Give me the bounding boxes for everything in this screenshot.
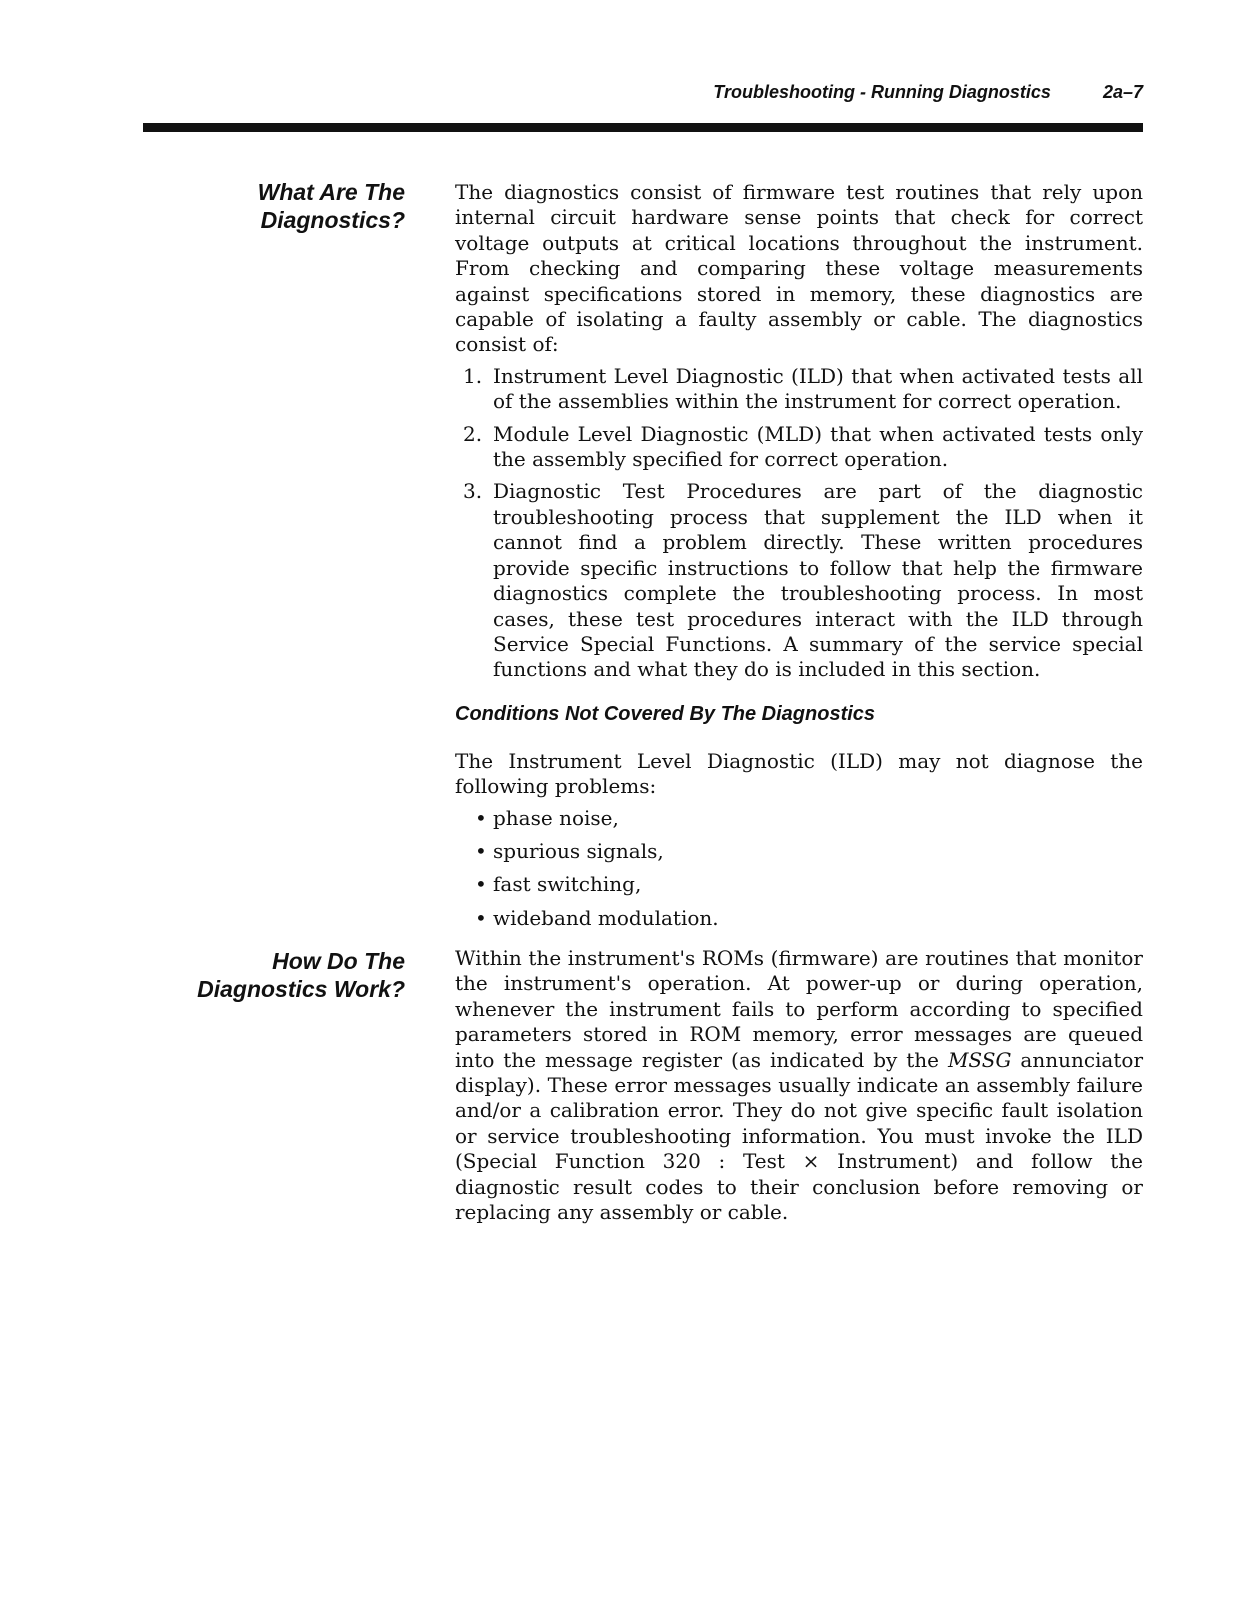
paragraph-text: Within the instrument's ROMs (firmware) are routines that monitor the instrument's operation. At power-up or during operation, whenever the instrument fails to perform according to specified parameters stored in ROM memory, error messages are queued into the message register (as indicated by the	[455, 946, 1143, 1072]
diagnostics-list	[455, 364, 1143, 683]
running-header	[0, 82, 1143, 103]
page-number: 2a–7	[1102, 82, 1143, 102]
header-rule	[143, 123, 1143, 132]
bullet-item: • spurious signals,	[455, 839, 1143, 864]
conditions-intro-paragraph: The Instrument Level Diagnostic (ILD) may not diagnose the following problems:	[455, 748, 1143, 799]
list-item	[455, 422, 1143, 473]
heading-line: Diagnostics?	[260, 207, 405, 233]
list-item-text: Diagnostic Test Procedures are part of the diagnostic troubleshooting process that supplement the ILD when it cannot find a problem directly. These written procedures provide specific instructions to follow that help the firmware diagnostics complete the troubleshooting process. In most cases, these test procedures interact with the ILD through Service Special Functions. A summary of the service special functions and what they do is included in this section.	[493, 479, 1143, 682]
paragraph-text: annunciator display). These error messages usually indicate an assembly failure and/or a calibration error. They do not give specific fault isolation or service troubleshooting information. You must invoke the ILD (Special Function 320 : Test × Instrument) and follow the diagnostic result codes to their conclusion before removing or replacing any assembly or cable.	[455, 1047, 1143, 1225]
bullet-item: • fast switching,	[455, 872, 1143, 897]
list-item-text: Module Level Diagnostic (MLD) that when activated tests only the assembly specified for correct operation.	[493, 421, 1143, 472]
list-item-text: Instrument Level Diagnostic (ILD) that when activated tests all of the assemblies within the instrument for correct operation.	[493, 363, 1143, 414]
list-item	[455, 364, 1143, 415]
list-item-number: 2.	[463, 421, 483, 446]
list-item-number: 3.	[463, 479, 483, 504]
heading-line: How Do The	[272, 948, 405, 974]
bullet-item: • wideband modulation.	[455, 906, 1143, 931]
heading-line: Diagnostics Work?	[197, 976, 405, 1002]
section-heading-what-are-diagnostics	[258, 178, 405, 234]
intro-paragraph: The diagnostics consist of firmware test routines that rely upon internal circuit hardware sense points that check for correct voltage outputs at critical locations throughout the instrument. From checking and comparing these voltage measurements against specifications stored in memory, these diagnostics are capable of isolating a faulty assembly or cable. The diagnostics consist of:	[455, 180, 1143, 357]
header-title: Troubleshooting - Running Diagnostics	[713, 82, 1051, 102]
section-heading-how-diagnostics-work	[197, 947, 405, 1003]
mssg-annunciator-text: MSSG	[947, 1047, 1012, 1072]
subheading-conditions-not-covered: Conditions Not Covered By The Diagnostics	[455, 702, 876, 725]
conditions-bullet-list	[455, 806, 1143, 932]
bullet-item: • phase noise,	[455, 806, 1143, 831]
list-item	[455, 479, 1143, 682]
list-item-number: 1.	[463, 363, 483, 388]
section-body-what-are-diagnostics	[455, 180, 1143, 939]
heading-line: What Are The	[257, 179, 405, 205]
how-it-works-paragraph	[455, 946, 1143, 1225]
section-body-how-diagnostics-work	[455, 946, 1143, 1225]
